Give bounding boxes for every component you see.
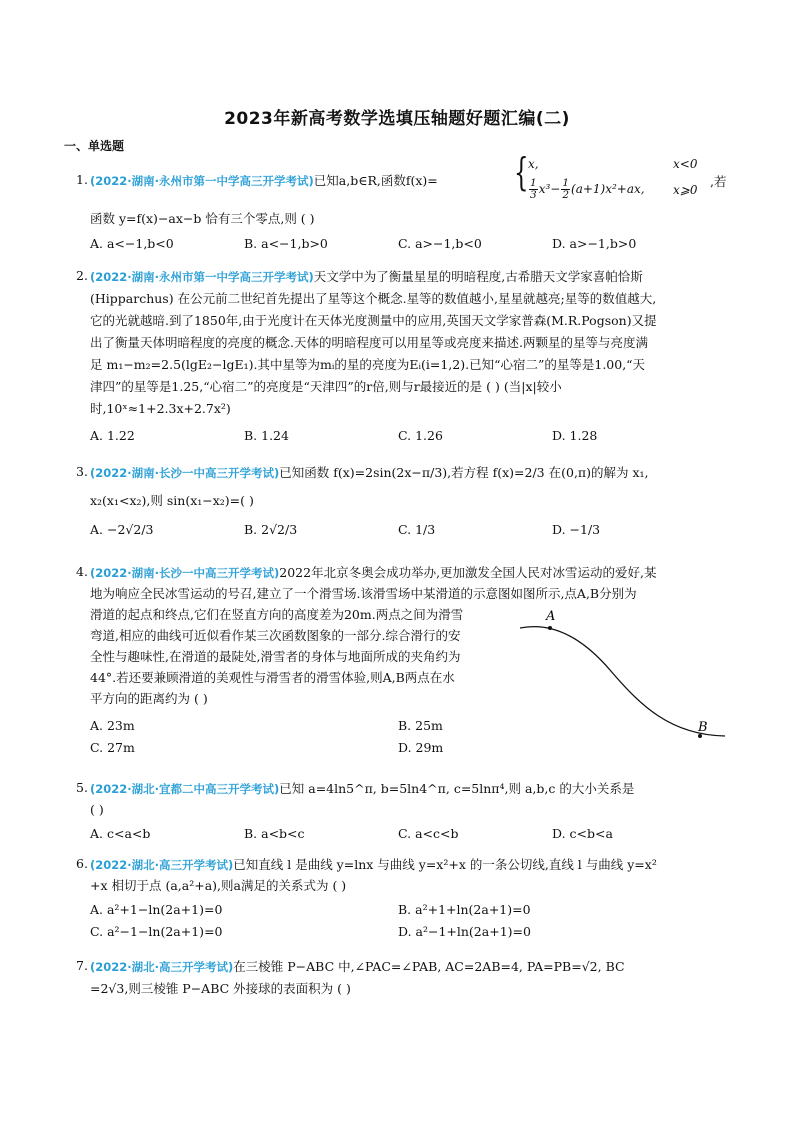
question-1-line-2: 函数 y=f(x)−ax−b 恰有三个零点,则 ( ) (90, 211, 315, 226)
page-title: 2023年新高考数学选填压轴题好题汇编(二) (224, 109, 570, 129)
option-a: A. 23m (90, 718, 135, 733)
question-2-line-3: 它的光就越暗.到了1850年,由于光度计在天体光度测量中的应用,英国天文学家普森(M.R.Pogson)又提 (90, 313, 657, 328)
section-heading: 一、单选题 (64, 139, 125, 153)
question-3-line-2: x₂(x₁<x₂),则 sin(x₁−x₂)=( ) (90, 493, 254, 508)
option-a: A. a²+1−ln(2a+1)=0 (90, 902, 223, 917)
question-2-line-4: 出了衡量天体明暗程度的亮度的概念.天体的明暗程度可以用星等或亮度来描述.两颗星的星等与亮度满 (90, 335, 648, 350)
question-text-end: ,若 (710, 174, 727, 189)
question-number: 1. (76, 172, 88, 187)
piecewise-brace: { (514, 150, 529, 194)
question-number: 7. (76, 958, 88, 973)
question-7-line-1: (2022·湖北·高三开学考试)在三棱锥 P−ABC 中,∠PAC=∠PAB, AC=2AB=4, PA=PB=√2, BC (90, 959, 625, 974)
question-4-line-4: 弯道,相应的曲线可近似看作某三次函数图象的一部分.综合滑行的安 (90, 628, 461, 643)
question-number: 3. (76, 464, 88, 479)
question-4-line-7: 平方向的距离约为 ( ) (90, 691, 208, 706)
question-6-line-1: (2022·湖北·高三开学考试)已知直线 l 是曲线 y=lnx 与曲线 y=x²+x 的一条公切线,直线 l 与曲线 y=x² (90, 857, 657, 872)
piecewise-case-1-right: x<0 (673, 157, 698, 171)
question-6-line-2: +x 相切于点 (a,a²+a),则a满足的关系式为 ( ) (90, 878, 347, 893)
question-source: (2022·湖北·高三开学考试) (90, 858, 234, 872)
question-5-line-1: (2022·湖北·宜都二中高三开学考试)已知 a=4ln5^π, b=5ln4^π, c=5lnπ⁴,则 a,b,c 的大小关系是 (90, 781, 635, 796)
question-text: 已知a,b∈R,函数f(x)= (313, 173, 438, 188)
piecewise-case-2-left: $\frac{1}{3}$ x³− $\frac{1}{2}$ (a+1)x²+ax, (530, 177, 645, 201)
question-source: (2022·湖北·高三开学考试) (90, 960, 234, 974)
question-2-line-7: 时,10ˣ≈1+2.3x+2.7x²) (90, 401, 231, 416)
option-a: A. a<−1,b<0 (90, 236, 174, 251)
question-source: (2022·湖南·长沙一中高三开学考试) (90, 466, 280, 480)
piecewise-case-2-right: x⩾0 (673, 183, 698, 197)
question-source: (2022·湖北·宜都二中高三开学考试) (90, 782, 280, 796)
option-b: B. a²+1+ln(2a+1)=0 (398, 902, 531, 917)
option-d: D. −1/3 (552, 522, 601, 537)
question-source: (2022·湖南·永州市第一中学高三开学考试) (90, 270, 314, 284)
option-c: C. a>−1,b<0 (398, 236, 482, 251)
question-3-line-1: (2022·湖南·长沙一中高三开学考试)已知函数 f(x)=2sin(2x−π/3),若方程 f(x)=2/3 在(0,π)的解为 x₁, (90, 465, 649, 480)
option-d: D. a>−1,b>0 (552, 236, 637, 251)
point-b-label: B (698, 720, 708, 735)
option-b: B. a<b<c (244, 826, 305, 841)
question-2-line-5: 足 m₁−m₂=2.5(lgE₂−lgE₁).其中星等为mᵢ的星的亮度为Eᵢ(i=1,2).已知“心宿二”的星等是1.00,“天 (90, 357, 646, 372)
question-source: (2022·湖南·永州市第一中学高三开学考试) (90, 174, 314, 188)
question-2-line-1: (2022·湖南·永州市第一中学高三开学考试)天文学中为了衡量星星的明暗程度,古希腊天文学家喜帕恰斯 (90, 269, 643, 284)
question-number: 4. (76, 564, 88, 579)
point-a-marker (548, 626, 552, 630)
option-c: C. 27m (90, 740, 135, 755)
question-4-line-5: 全性与趣味性,在滑道的最陡处,滑雪者的身体与地面所成的夹角约为 (90, 649, 461, 664)
question-number: 2. (76, 268, 88, 283)
point-a-label: A (546, 610, 556, 624)
option-b: B. 1.24 (244, 428, 289, 443)
question-2-line-6: 津四”的星等是1.25,“心宿二”的亮度是“天津四”的r倍,则与r最接近的是 ( ) (当|x|较小 (90, 379, 562, 394)
question-number: 5. (76, 780, 88, 795)
question-4-line-1: (2022·湖南·长沙一中高三开学考试)2022年北京冬奥会成功举办,更加激发全国人民对冰雪运动的爱好,某 (90, 565, 657, 580)
option-c: C. a<c<b (398, 826, 459, 841)
option-b: B. 25m (398, 718, 443, 733)
question-7-line-2: =2√3,则三棱锥 P−ABC 外接球的表面积为 ( ) (90, 981, 351, 996)
option-a: A. −2√2/3 (90, 522, 154, 537)
option-d: D. 1.28 (552, 428, 598, 443)
option-d: D. c<b<a (552, 826, 613, 841)
question-1-line-1 (90, 172, 438, 190)
option-d: D. a²−1+ln(2a+1)=0 (398, 924, 531, 939)
question-4-line-3: 滑道的起点和终点,它们在竖直方向的高度差为20m.两点之间为滑雪 (90, 607, 464, 622)
piecewise-case-1-left: x, (528, 157, 539, 171)
question-source: (2022·湖南·长沙一中高三开学考试) (90, 566, 280, 580)
option-c: C. 1/3 (398, 522, 436, 537)
option-a: A. c<a<b (90, 826, 151, 841)
question-number: 6. (76, 856, 88, 871)
question-2-line-2: (Hipparchus) 在公元前二世纪首先提出了星等这个概念.星等的数值越小,星星就越亮;星等的数值越大, (90, 291, 657, 306)
ski-slope-figure (520, 610, 735, 750)
slope-curve (520, 627, 725, 736)
option-b: B. a<−1,b>0 (244, 236, 328, 251)
question-4-line-2: 地为响应全民冰雪运动的号召,建立了一个滑雪场.该滑雪场中某滑道的示意图如图所示,点A,B分别为 (90, 586, 637, 601)
option-b: B. 2√2/3 (244, 522, 298, 537)
question-4-line-6: 44°.若还要兼顾滑道的美观性与滑雪者的滑雪体验,则A,B两点在水 (90, 670, 455, 685)
question-5-line-2: ( ) (90, 802, 104, 817)
option-c: C. a²−1−ln(2a+1)=0 (90, 924, 223, 939)
option-c: C. 1.26 (398, 428, 443, 443)
option-a: A. 1.22 (90, 428, 135, 443)
option-d: D. 29m (398, 740, 444, 755)
